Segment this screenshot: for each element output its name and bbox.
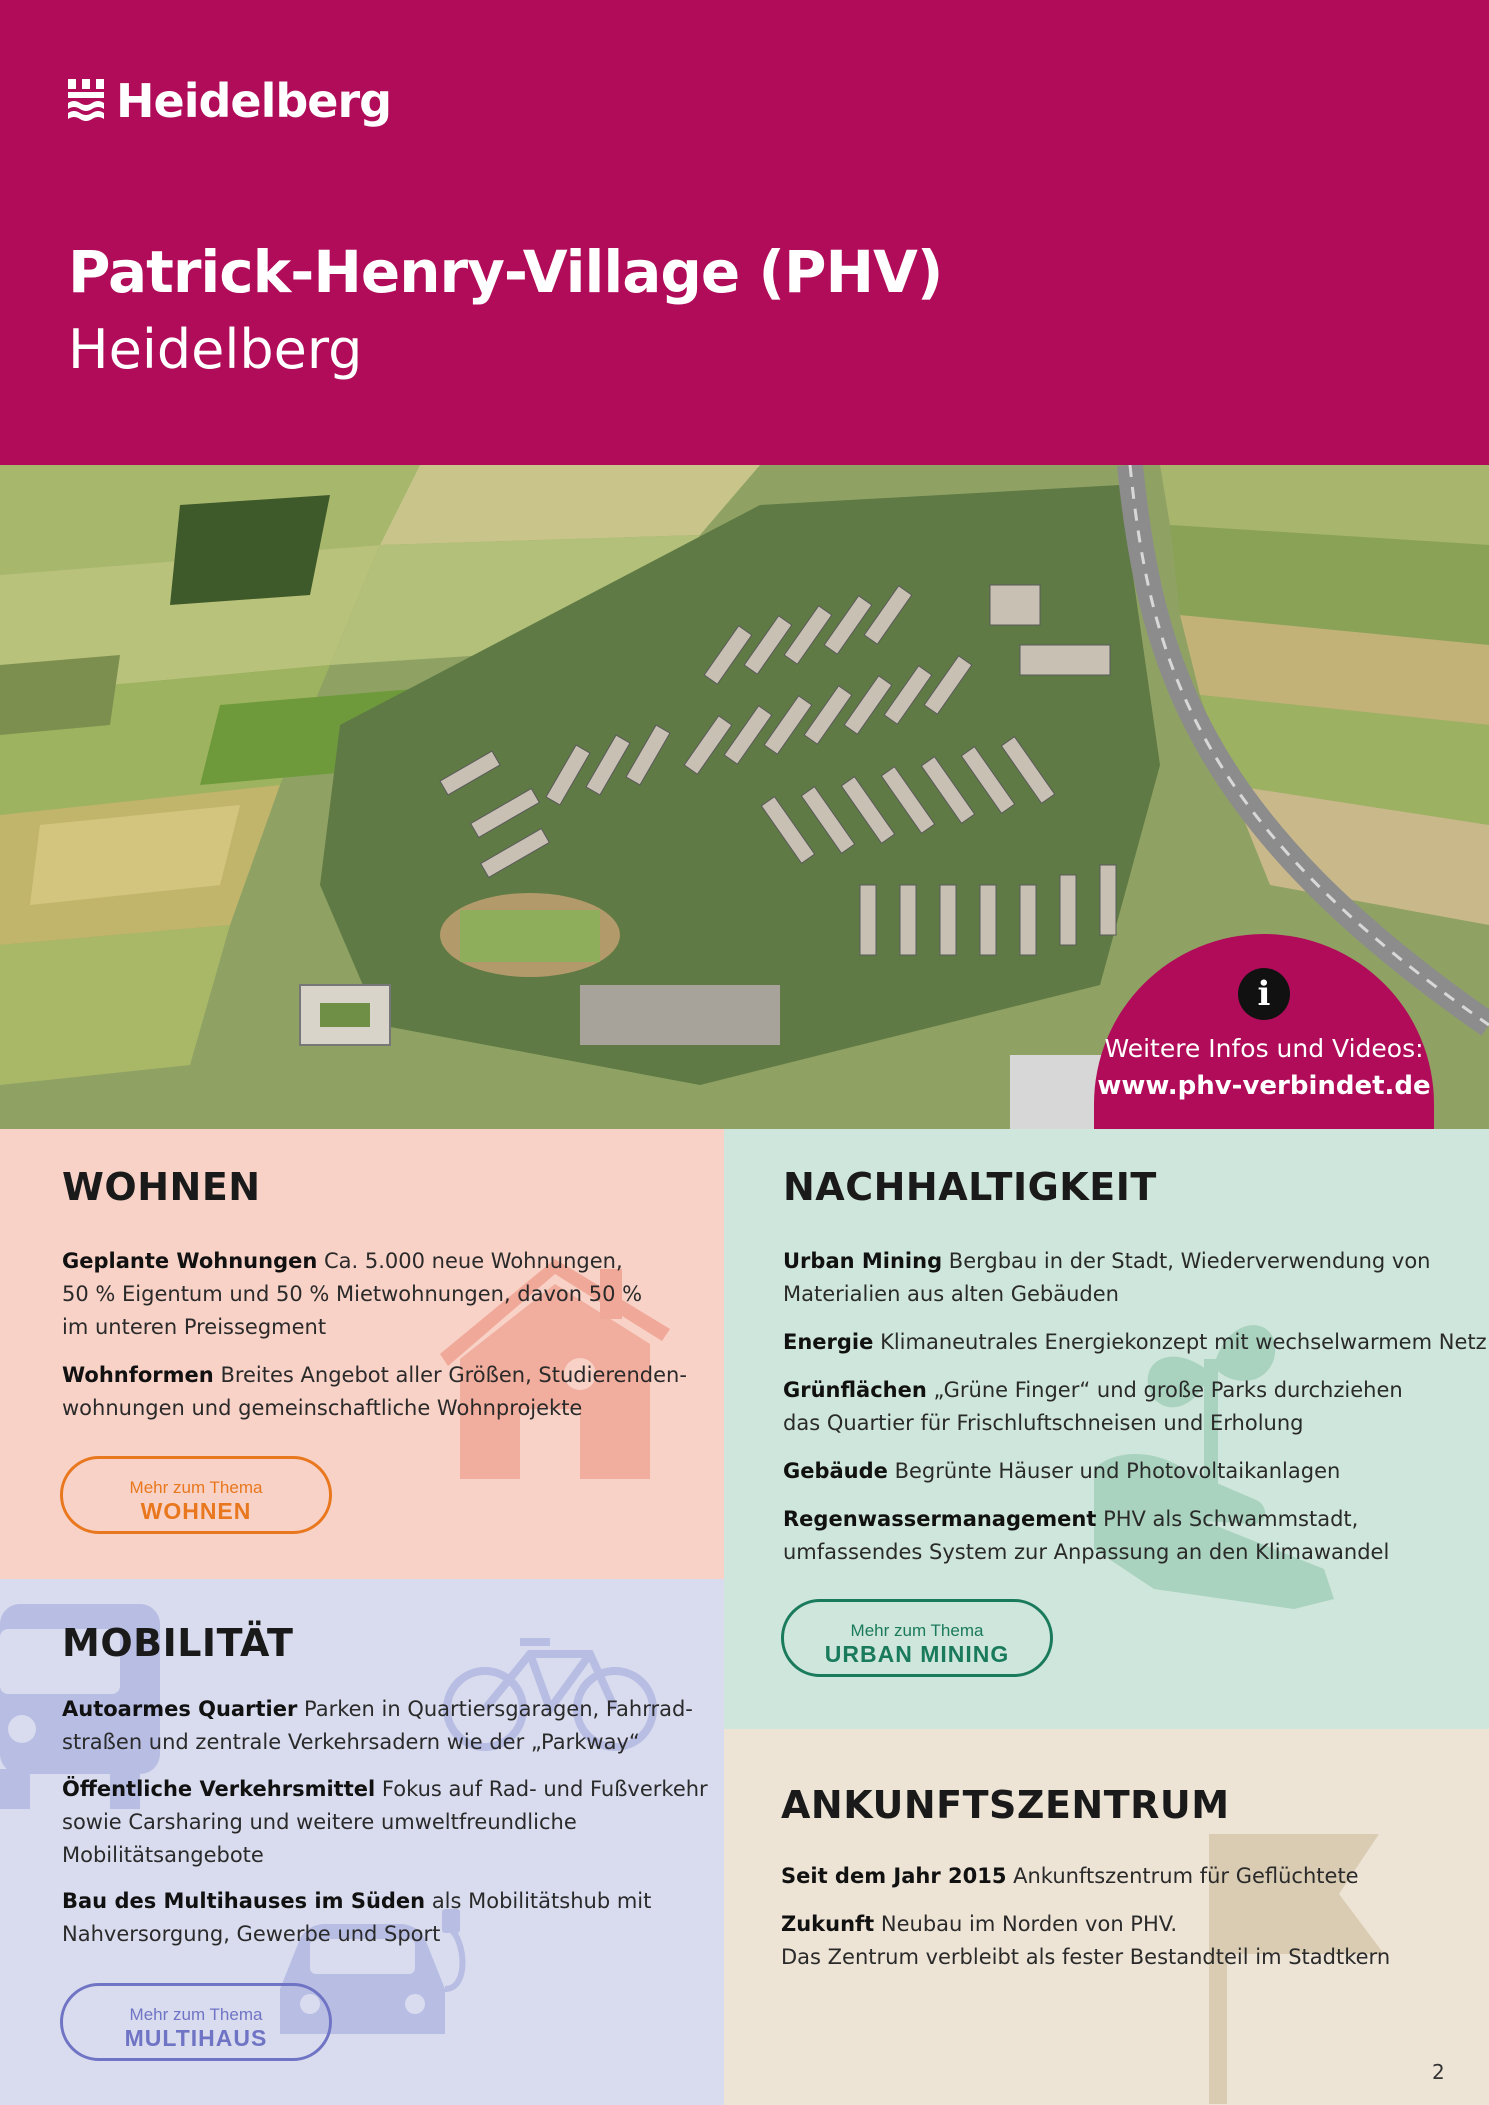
entry-label: Seit dem Jahr 2015 bbox=[781, 1864, 1007, 1888]
entry-label: Regenwassermanagement bbox=[783, 1507, 1097, 1531]
nachhaltigkeit-entry-5: Regenwassermanagement PHV als Schwammstadt, umfassendes System zur Anpassung an den Klimawandel bbox=[783, 1507, 1390, 1564]
more-urban-mining-button[interactable]: Mehr zum Thema URBAN MINING bbox=[781, 1599, 1053, 1677]
logo-text: Heidelberg bbox=[116, 74, 392, 128]
wohnen-entry-1: Geplante Wohnungen Ca. 5.000 neue Wohnungen, 50 % Eigentum und 50 % Mietwohnungen, davon 50 % im unteren Preissegment bbox=[62, 1249, 643, 1339]
entry-label: Grünflächen bbox=[783, 1378, 927, 1402]
entry-label: Autoarmes Quartier bbox=[62, 1697, 298, 1721]
header-banner bbox=[0, 0, 1489, 465]
section-wohnen bbox=[0, 1129, 724, 1579]
nachhaltigkeit-entry-1: Urban Mining Bergbau in der Stadt, Wiederverwendung von Materialien aus alten Gebäuden bbox=[783, 1249, 1431, 1306]
entry-label: Bau des Multihauses im Süden bbox=[62, 1889, 426, 1913]
nachhaltigkeit-entry-4: Gebäude Begrünte Häuser und Photovoltaikanlagen bbox=[783, 1459, 1341, 1483]
more-multihaus-button[interactable]: Mehr zum Thema MULTIHAUS bbox=[60, 1983, 332, 2061]
more-wohnen-button[interactable]: Mehr zum Thema WOHNEN bbox=[60, 1456, 332, 1534]
info-icon: i bbox=[1238, 968, 1290, 1020]
info-text: Weitere Infos und Videos: bbox=[1104, 1034, 1424, 1063]
entry-label: Geplante Wohnungen bbox=[62, 1249, 318, 1273]
section-mobilitaet bbox=[0, 1579, 724, 2105]
section-ankunftszentrum bbox=[724, 1729, 1489, 2105]
entry-label: Öffentliche Verkehrsmittel bbox=[62, 1777, 376, 1801]
mobilitaet-title: MOBILITÄT bbox=[62, 1621, 294, 1665]
mobilitaet-entry-1: Autoarmes Quartier Parken in Quartiersgaragen, Fahrrad- straßen und zentrale Verkehrsadern wie der „Parkway“ bbox=[62, 1697, 693, 1754]
page-title: Patrick-Henry-Village (PHV) bbox=[68, 238, 943, 306]
info-website-link[interactable]: www.phv-verbindet.de bbox=[1097, 1071, 1431, 1101]
ankunft-entry-1: Seit dem Jahr 2015 Ankunftszentrum für Geflüchtete bbox=[781, 1864, 1359, 1888]
entry-label: Urban Mining bbox=[783, 1249, 943, 1273]
mobilitaet-entry-2: Öffentliche Verkehrsmittel Fokus auf Rad- und Fußverkehr sowie Carsharing und weitere umweltfreundliche Mobilitätsangebote bbox=[62, 1777, 708, 1867]
section-nachhaltigkeit bbox=[724, 1129, 1489, 1729]
page-number: 2 bbox=[1432, 2060, 1445, 2084]
entry-label: Wohnformen bbox=[62, 1363, 214, 1387]
entry-label: Zukunft bbox=[781, 1912, 875, 1936]
ankunft-entry-2: Zukunft Neubau im Norden von PHV. Das Zentrum verbleibt als fester Bestandteil im Stadtkern bbox=[781, 1912, 1391, 1969]
nachhaltigkeit-title: NACHHALTIGKEIT bbox=[783, 1165, 1157, 1209]
wohnen-title: WOHNEN bbox=[62, 1165, 261, 1209]
nachhaltigkeit-entry-2: Energie Klimaneutrales Energiekonzept mit wechselwarmem Netz bbox=[783, 1330, 1487, 1354]
mobilitaet-entry-3: Bau des Multihauses im Süden als Mobilitätshub mit Nahversorgung, Gewerbe und Sport bbox=[62, 1889, 652, 1946]
wohnen-entry-2: Wohnformen Breites Angebot aller Größen, Studierenden- wohnungen und gemeinschaftliche Wohnprojekte bbox=[62, 1363, 687, 1420]
nachhaltigkeit-entry-3: Grünflächen „Grüne Finger“ und große Parks durchziehen das Quartier für Frischluftschneisen und Erholung bbox=[783, 1378, 1403, 1435]
page-subtitle: Heidelberg bbox=[68, 318, 363, 381]
entry-label: Energie bbox=[783, 1330, 874, 1354]
ankunft-title: ANKUNFTSZENTRUM bbox=[781, 1783, 1230, 1827]
entry-label: Gebäude bbox=[783, 1459, 888, 1483]
heidelberg-emblem-icon bbox=[68, 79, 104, 123]
heidelberg-logo[interactable] bbox=[68, 74, 391, 128]
